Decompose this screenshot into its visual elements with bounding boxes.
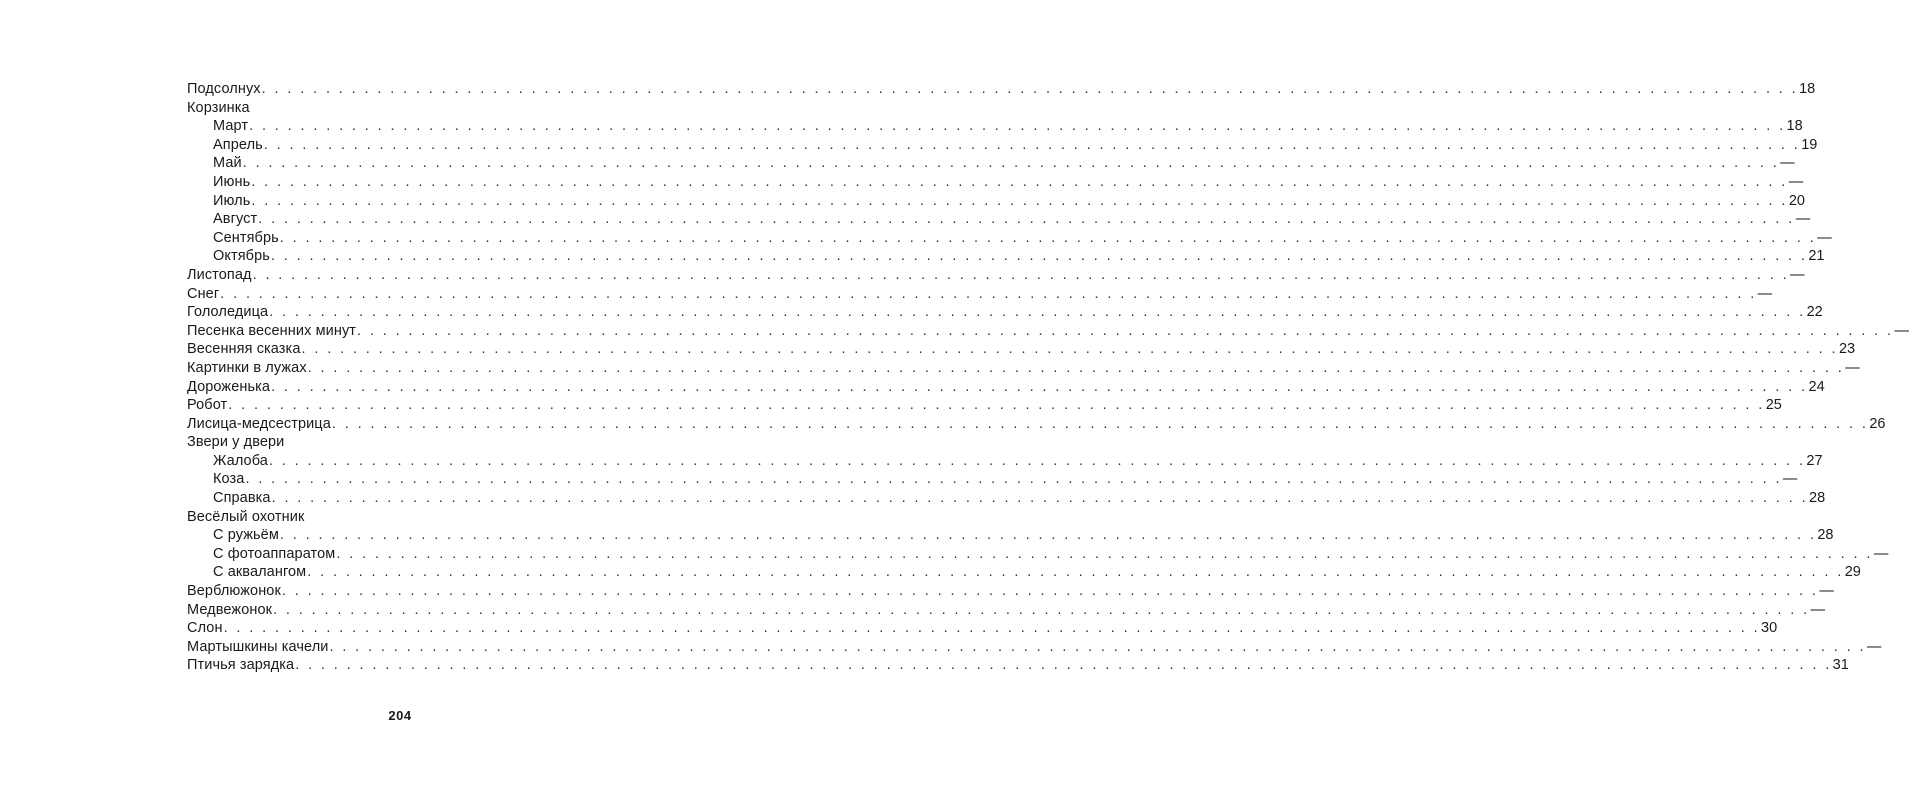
toc-entry: [187, 415, 1886, 434]
toc-entry-page: —: [1817, 229, 1832, 246]
toc-entry: [187, 99, 637, 118]
toc-subentry: [187, 563, 1861, 582]
toc-entry-page: 30: [1761, 620, 1778, 637]
toc-entry: [187, 601, 1826, 620]
toc-entry-page: —: [1780, 155, 1795, 172]
toc-entry: [187, 378, 1825, 397]
toc-entry-page: —: [1873, 545, 1889, 562]
table-of-contents: [187, 80, 1909, 675]
toc-entry: [187, 303, 1823, 322]
dot-leader: . . . . . . . . . . . . . . . . . . . . . . . . . . . . . . . . . . . . . . . . . . . . . . . . . . . . . . . . . . . . . . . . . . . . . . . . . . . . . . . . . . . . . . . . . . . . . . . . . . . . . . . . . . . . . . . . . . . . . . . .: [271, 378, 1808, 395]
toc-entry-title: Жалоба: [213, 452, 268, 469]
toc-entry-page: —: [1819, 583, 1834, 600]
toc-entry-title: Медвежонок: [187, 601, 273, 618]
toc-entry: [187, 582, 1834, 601]
dot-leader: . . . . . . . . . . . . . . . . . . . . . . . . . . . . . . . . . . . . . . . . . . . . . . . . . . . . . . . . . . . . . . . . . . . . . . . . . . . . . . . . . . . . . . . . . . . . . . . . . . . . . . . . . . . . . . . . . . . . . . . .: [331, 415, 1869, 432]
toc-entry-page: 26: [1869, 415, 1886, 432]
toc-entry: [187, 638, 1882, 657]
toc-entry-page: —: [1757, 285, 1773, 302]
toc-subentry: [187, 154, 1795, 173]
toc-entry-page: 25: [1765, 397, 1782, 414]
toc-entry-page: 23: [1838, 341, 1856, 358]
toc-entry-title: Снег: [187, 285, 220, 302]
toc-entry: [187, 340, 1856, 359]
toc-subentry: [187, 470, 1798, 489]
toc-entry-title: Весенняя сказка: [187, 341, 301, 358]
toc-entry-page: 27: [1806, 452, 1823, 469]
toc-entry-title: С ружьём: [213, 527, 279, 544]
toc-entry: [187, 396, 1782, 415]
toc-entry: [187, 322, 1909, 341]
dot-leader: . . . . . . . . . . . . . . . . . . . . . . . . . . . . . . . . . . . . . . . . . . . . . . . . . . . . . . . . . . . . . . . . . . . . . . . . . . . . . . . . . . . . . . . . . . . . . . . . . . . . . . . . . . . . . . . . . . . . . . . .: [295, 657, 1832, 674]
toc-entry: [187, 656, 1849, 675]
toc-subentry: [187, 526, 1834, 545]
dot-leader: . . . . . . . . . . . . . . . . . . . . . . . . . . . . . . . . . . . . . . . . . . . . . . . . . . . . . . . . . . . . . . . . . . . . . . . . . . . . . . . . . . . . . . . . . . . . . . . . . . . . . . . . . . . . . . . . . . . . . . . .: [270, 248, 1808, 265]
dot-leader: . . . . . . . . . . . . . . . . . . . . . . . . . . . . . . . . . . . . . . . . . . . . . . . . . . . . . . . . . . . . . . . . . . . . . . . . . . . . . . . . . . . . . . . . . . . . . . . . . . . . . . . . . . . . . . . . . . . . . . . .: [269, 304, 1806, 321]
dot-leader: . . . . . . . . . . . . . . . . . . . . . . . . . . . . . . . . . . . . . . . . . . . . . . . . . . . . . . . . . . . . . . . . . . . . . . . . . . . . . . . . . . . . . . . . . . . . . . . . . . . . . . . . . . . . . . . . . . . . . . . .: [258, 211, 1795, 228]
toc-entry-page: —: [1894, 322, 1909, 339]
dot-leader: . . . . . . . . . . . . . . . . . . . . . . . . . . . . . . . . . . . . . . . . . . . . . . . . . . . . . . . . . . . . . . . . . . . . . . . . . . . . . . . . . . . . . . . . . . . . . . . . . . . . . . . . . . . . . . . . . . . . . . . .: [223, 620, 1761, 637]
toc-entry-title: Птичья зарядка: [187, 657, 295, 674]
toc-subentry: [187, 489, 1826, 508]
toc-entry: [187, 433, 637, 452]
toc-subentry: [187, 545, 1889, 564]
toc-entry-page: 29: [1844, 564, 1861, 581]
toc-subentry: [187, 229, 1832, 248]
toc-entry: [187, 266, 1805, 285]
toc-entry-title: Справка: [213, 490, 271, 507]
toc-subentry: [187, 210, 1811, 229]
toc-entry-title: Лисица-медсестрица: [187, 415, 331, 432]
toc-entry-page: 22: [1806, 304, 1823, 321]
toc-entry-page: —: [1845, 359, 1860, 376]
toc-entry-title: Гололедица: [187, 304, 269, 321]
toc-entry-title: Июль: [213, 192, 251, 209]
dot-leader: . . . . . . . . . . . . . . . . . . . . . . . . . . . . . . . . . . . . . . . . . . . . . . . . . . . . . . . . . . . . . . . . . . . . . . . . . . . . . . . . . . . . . . . . . . . . . . . . . . . . . . . . . . . . . . . . . . . . . . . .: [220, 285, 1757, 302]
dot-leader: . . . . . . . . . . . . . . . . . . . . . . . . . . . . . . . . . . . . . . . . . . . . . . . . . . . . . . . . . . . . . . . . . . . . . . . . . . . . . . . . . . . . . . . . . . . . . . . . . . . . . . . . . . . . . . . . . . . . . . . .: [307, 564, 1844, 581]
dot-leader: . . . . . . . . . . . . . . . . . . . . . . . . . . . . . . . . . . . . . . . . . . . . . . . . . . . . . . . . . . . . . . . . . . . . . . . . . . . . . . . . . . . . . . . . . . . . . . . . . . . . . . . . . . . . . . . . . . . . . . . .: [268, 452, 1806, 469]
toc-entry-page: 18: [1786, 118, 1803, 135]
dot-leader: . . . . . . . . . . . . . . . . . . . . . . . . . . . . . . . . . . . . . . . . . . . . . . . . . . . . . . . . . . . . . . . . . . . . . . . . . . . . . . . . . . . . . . . . . . . . . . . . . . . . . . . . . . . . . . . . . . . . . . . .: [336, 545, 1873, 562]
toc-entry-title: Апрель: [213, 136, 263, 153]
toc-entry-page: 21: [1808, 248, 1825, 265]
toc-entry-title: Корзинка: [187, 99, 250, 116]
toc-subentry: [187, 117, 1803, 136]
toc-entry-title: Картинки в лужах: [187, 359, 307, 376]
toc-entry-title: Верблюжонок: [187, 583, 281, 600]
dot-leader: . . . . . . . . . . . . . . . . . . . . . . . . . . . . . . . . . . . . . . . . . . . . . . . . . . . . . . . . . . . . . . . . . . . . . . . . . . . . . . . . . . . . . . . . . . . . . . . . . . . . . . . . . . . . . . . . . . . . . . . .: [271, 490, 1809, 507]
dot-leader: . . . . . . . . . . . . . . . . . . . . . . . . . . . . . . . . . . . . . . . . . . . . . . . . . . . . . . . . . . . . . . . . . . . . . . . . . . . . . . . . . . . . . . . . . . . . . . . . . . . . . . . . . . . . . . . . . . . . . . . .: [242, 155, 1780, 172]
toc-entry-page: —: [1788, 173, 1804, 190]
dot-leader: . . . . . . . . . . . . . . . . . . . . . . . . . . . . . . . . . . . . . . . . . . . . . . . . . . . . . . . . . . . . . . . . . . . . . . . . . . . . . . . . . . . . . . . . . . . . . . . . . . . . . . . . . . . . . . . . . . . . . . . .: [261, 81, 1799, 97]
toc-entry: [187, 359, 1860, 378]
dot-leader: . . . . . . . . . . . . . . . . . . . . . . . . . . . . . . . . . . . . . . . . . . . . . . . . . . . . . . . . . . . . . . . . . . . . . . . . . . . . . . . . . . . . . . . . . . . . . . . . . . . . . . . . . . . . . . . . . . . . . . . .: [249, 118, 1786, 135]
toc-entry-title: С аквалангом: [213, 564, 307, 581]
dot-leader: . . . . . . . . . . . . . . . . . . . . . . . . . . . . . . . . . . . . . . . . . . . . . . . . . . . . . . . . . . . . . . . . . . . . . . . . . . . . . . . . . . . . . . . . . . . . . . . . . . . . . . . . . . . . . . . . . . . . . . . .: [281, 583, 1819, 600]
toc-entry-page: 31: [1832, 657, 1849, 674]
dot-leader: . . . . . . . . . . . . . . . . . . . . . . . . . . . . . . . . . . . . . . . . . . . . . . . . . . . . . . . . . . . . . . . . . . . . . . . . . . . . . . . . . . . . . . . . . . . . . . . . . . . . . . . . . . . . . . . . . . . . . . . .: [251, 173, 1788, 190]
page-number: 204: [388, 708, 412, 723]
toc-entry-page: —: [1795, 211, 1811, 228]
dot-leader: . . . . . . . . . . . . . . . . . . . . . . . . . . . . . . . . . . . . . . . . . . . . . . . . . . . . . . . . . . . . . . . . . . . . . . . . . . . . . . . . . . . . . . . . . . . . . . . . . . . . . . . . . . . . . . . . . . . . . . . .: [251, 192, 1788, 209]
toc-entry-title: Август: [213, 211, 258, 228]
toc-entry: [187, 508, 637, 527]
toc-entry-page: 24: [1808, 378, 1825, 395]
toc-entry-page: —: [1790, 266, 1805, 283]
toc-entry-page: 18: [1799, 81, 1816, 97]
toc-entry: [187, 619, 1778, 638]
toc-entry-title: Март: [213, 118, 249, 135]
toc-entry-page: —: [1782, 471, 1798, 488]
toc-entry-title: Подсолнух: [187, 81, 261, 97]
toc-entry-page: 28: [1809, 490, 1826, 507]
toc-entry-title: Мартышкины качели: [187, 638, 329, 655]
toc-entry-title: Песенка весенних минут: [187, 322, 357, 339]
toc-entry-title: Дороженька: [187, 378, 271, 395]
toc-subentry: [187, 452, 1823, 471]
toc-entry-page: 28: [1817, 527, 1834, 544]
dot-leader: . . . . . . . . . . . . . . . . . . . . . . . . . . . . . . . . . . . . . . . . . . . . . . . . . . . . . . . . . . . . . . . . . . . . . . . . . . . . . . . . . . . . . . . . . . . . . . . . . . . . . . . . . . . . . . . . . . . . . . . .: [279, 229, 1817, 246]
dot-leader: . . . . . . . . . . . . . . . . . . . . . . . . . . . . . . . . . . . . . . . . . . . . . . . . . . . . . . . . . . . . . . . . . . . . . . . . . . . . . . . . . . . . . . . . . . . . . . . . . . . . . . . . . . . . . . . . . . . . . . . .: [329, 638, 1866, 655]
toc-entry-page: 19: [1801, 136, 1818, 153]
dot-leader: . . . . . . . . . . . . . . . . . . . . . . . . . . . . . . . . . . . . . . . . . . . . . . . . . . . . . . . . . . . . . . . . . . . . . . . . . . . . . . . . . . . . . . . . . . . . . . . . . . . . . . . . . . . . . . . . . . . . . . . .: [252, 266, 1790, 283]
toc-entry-page: 20: [1788, 192, 1805, 209]
toc-entry-title: Листопад: [187, 266, 252, 283]
toc-entry-title: Слон: [187, 620, 223, 637]
toc-entry-title: Звери у двери: [187, 434, 285, 451]
dot-leader: . . . . . . . . . . . . . . . . . . . . . . . . . . . . . . . . . . . . . . . . . . . . . . . . . . . . . . . . . . . . . . . . . . . . . . . . . . . . . . . . . . . . . . . . . . . . . . . . . . . . . . . . . . . . . . . . . . . . . . . .: [307, 359, 1845, 376]
dot-leader: . . . . . . . . . . . . . . . . . . . . . . . . . . . . . . . . . . . . . . . . . . . . . . . . . . . . . . . . . . . . . . . . . . . . . . . . . . . . . . . . . . . . . . . . . . . . . . . . . . . . . . . . . . . . . . . . . . . . . . . .: [228, 397, 1765, 414]
toc-entry: [187, 80, 1816, 99]
toc-entry-title: Коза: [213, 471, 245, 488]
dot-leader: . . . . . . . . . . . . . . . . . . . . . . . . . . . . . . . . . . . . . . . . . . . . . . . . . . . . . . . . . . . . . . . . . . . . . . . . . . . . . . . . . . . . . . . . . . . . . . . . . . . . . . . . . . . . . . . . . . . . . . . .: [357, 322, 1894, 339]
toc-entry-title: Октябрь: [213, 248, 270, 265]
toc-entry-title: С фотоаппаратом: [213, 545, 336, 562]
toc-subentry: [187, 192, 1805, 211]
dot-leader: . . . . . . . . . . . . . . . . . . . . . . . . . . . . . . . . . . . . . . . . . . . . . . . . . . . . . . . . . . . . . . . . . . . . . . . . . . . . . . . . . . . . . . . . . . . . . . . . . . . . . . . . . . . . . . . . . . . . . . . .: [301, 341, 1838, 358]
dot-leader: . . . . . . . . . . . . . . . . . . . . . . . . . . . . . . . . . . . . . . . . . . . . . . . . . . . . . . . . . . . . . . . . . . . . . . . . . . . . . . . . . . . . . . . . . . . . . . . . . . . . . . . . . . . . . . . . . . . . . . . .: [245, 471, 1782, 488]
toc-entry: [187, 285, 1773, 304]
dot-leader: . . . . . . . . . . . . . . . . . . . . . . . . . . . . . . . . . . . . . . . . . . . . . . . . . . . . . . . . . . . . . . . . . . . . . . . . . . . . . . . . . . . . . . . . . . . . . . . . . . . . . . . . . . . . . . . . . . . . . . . .: [273, 601, 1810, 618]
dot-leader: . . . . . . . . . . . . . . . . . . . . . . . . . . . . . . . . . . . . . . . . . . . . . . . . . . . . . . . . . . . . . . . . . . . . . . . . . . . . . . . . . . . . . . . . . . . . . . . . . . . . . . . . . . . . . . . . . . . . . . . .: [263, 136, 1801, 153]
toc-entry-title: Сентябрь: [213, 229, 279, 246]
toc-entry-title: Май: [213, 155, 242, 172]
toc-entry-title: Робот: [187, 397, 228, 414]
toc-entry-page: —: [1866, 638, 1882, 655]
toc-entry-title: Весёлый охотник: [187, 508, 305, 525]
toc-subentry: [187, 173, 1804, 192]
toc-subentry: [187, 136, 1818, 155]
toc-entry-title: Июнь: [213, 173, 251, 190]
toc-entry-page: —: [1810, 601, 1826, 618]
dot-leader: . . . . . . . . . . . . . . . . . . . . . . . . . . . . . . . . . . . . . . . . . . . . . . . . . . . . . . . . . . . . . . . . . . . . . . . . . . . . . . . . . . . . . . . . . . . . . . . . . . . . . . . . . . . . . . . . . . . . . . . .: [279, 527, 1817, 544]
toc-subentry: [187, 247, 1825, 266]
